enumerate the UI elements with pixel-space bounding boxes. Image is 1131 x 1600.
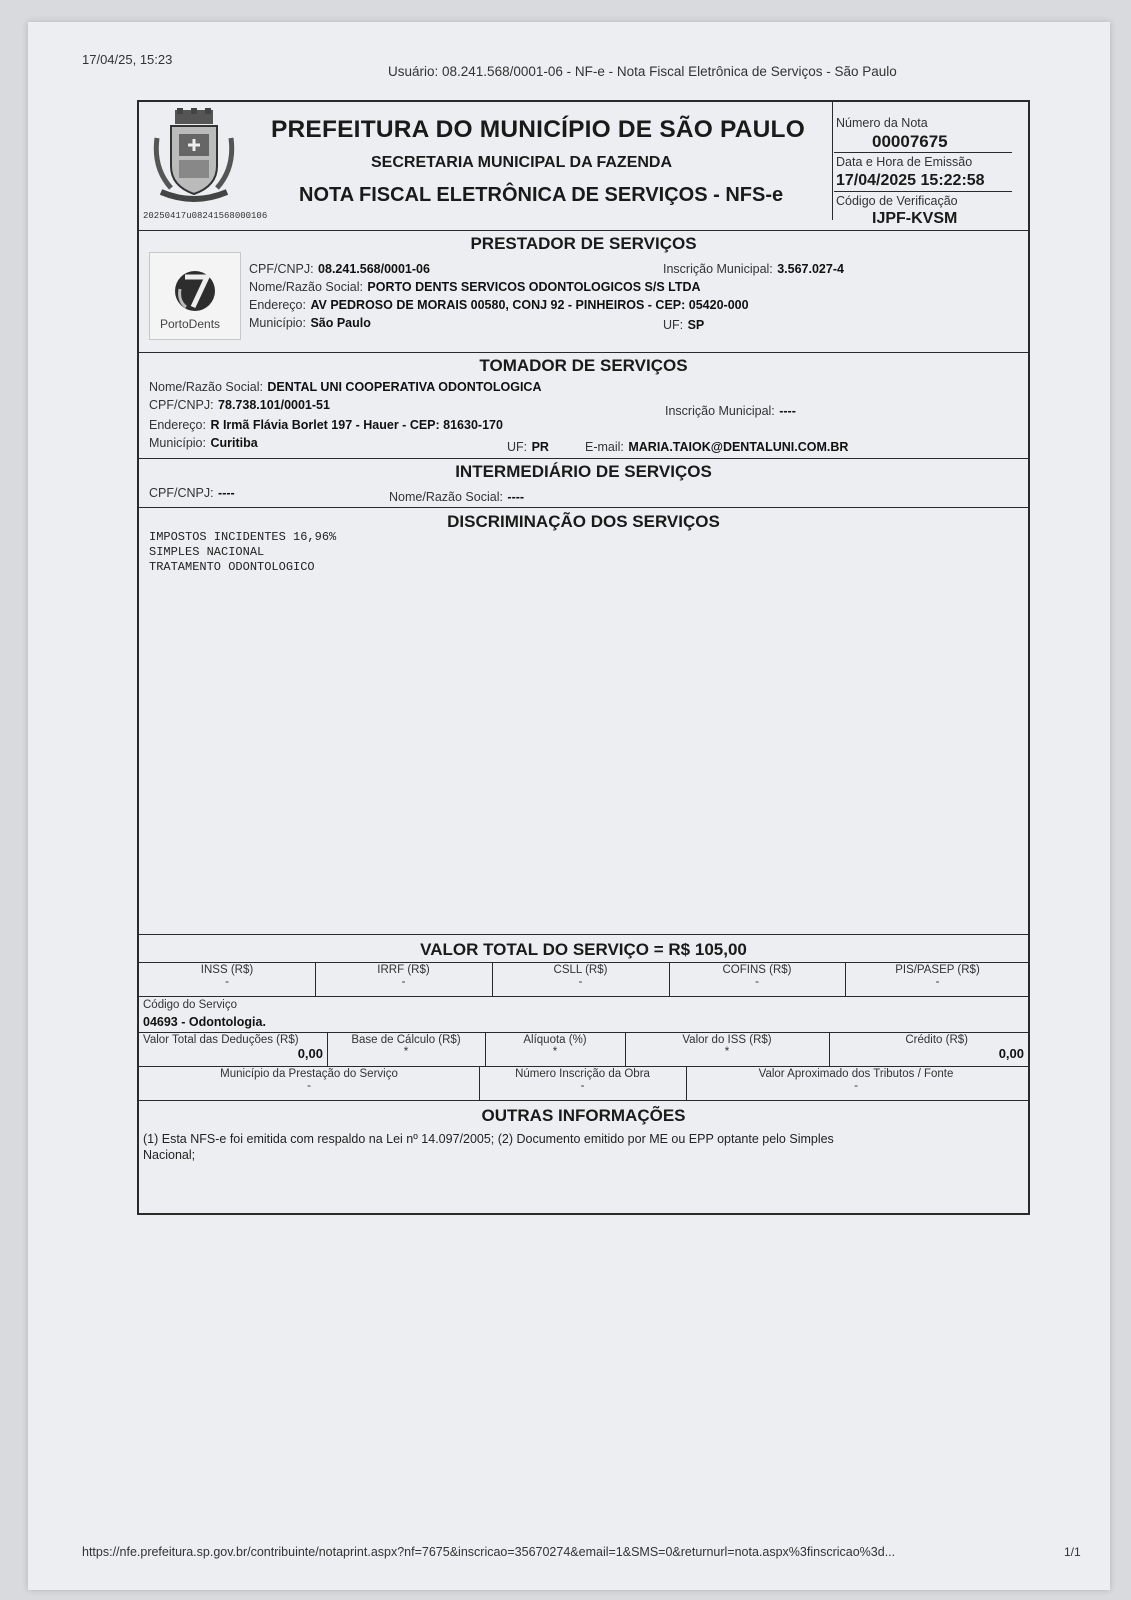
- aliquota-label: Alíquota (%): [523, 1034, 587, 1046]
- prestador-im-label: Inscrição Municipal:: [663, 262, 773, 276]
- nfse-document: [137, 100, 1030, 1215]
- tax-label-cofins: COFINS (R$): [722, 964, 792, 976]
- coat-of-arms-icon: [153, 108, 235, 208]
- print-datetime: 17/04/25, 15:23: [82, 52, 173, 67]
- tax-value-cofins: -: [755, 976, 759, 988]
- tax-label-pis: PIS/PASEP (R$): [895, 964, 980, 976]
- intermediario-cpf: ----: [218, 486, 235, 500]
- prestador-name: PORTO DENTS SERVICOS ODONTOLOGICOS S/S LTDA: [367, 280, 701, 294]
- note-number: 00007675: [872, 132, 948, 151]
- issue-datetime: 17/04/2025 15:22:58: [836, 172, 985, 189]
- tomador-im: ----: [779, 404, 796, 418]
- approx-taxes-value: -: [854, 1080, 858, 1092]
- service-city-label: Município da Prestação do Serviço: [220, 1068, 398, 1080]
- iss-value: *: [724, 1046, 730, 1058]
- tomador-email-label: E-mail:: [585, 440, 624, 454]
- discriminacao-line: TRATAMENTO ODONTOLOGICO: [149, 560, 315, 574]
- total-value: VALOR TOTAL DO SERVIÇO = R$ 105,00: [420, 940, 747, 959]
- intermediario-section-title: INTERMEDIÁRIO DE SERVIÇOS: [455, 462, 712, 481]
- tomador-email: MARIA.TAIOK@DENTALUNI.COM.BR: [628, 440, 849, 454]
- prestador-city-label: Município:: [249, 316, 306, 330]
- print-footer-url: https://nfe.prefeitura.sp.gov.br/contribuinte/notaprint.aspx?nf=7675&inscricao=35670274&email=1&SMS=0&returnurl=nota.aspx%3finscricao%3d...: [82, 1545, 896, 1559]
- verification-code: IJPF-KVSM: [872, 210, 958, 227]
- credit-value: 0,00: [998, 1046, 1024, 1061]
- tomador-name: DENTAL UNI COOPERATIVA ODONTOLOGICA: [267, 380, 542, 394]
- tomador-city-label: Município:: [149, 436, 206, 450]
- verification-code-label: Código de Verificação: [836, 194, 958, 208]
- barcode-text: 20250417u08241568000106: [143, 211, 268, 221]
- service-code: 04693 - Odontologia.: [143, 1015, 266, 1029]
- tomador-address: R Irmã Flávia Borlet 197 - Hauer - CEP: 81630-170: [210, 418, 503, 432]
- obra-number-value: -: [580, 1080, 585, 1092]
- approx-taxes-label: Valor Aproximado dos Tributos / Fonte: [758, 1068, 954, 1080]
- note-number-label: Número da Nota: [836, 116, 928, 130]
- tomador-im-label: Inscrição Municipal:: [665, 404, 775, 418]
- tomador-city: Curitiba: [210, 436, 258, 450]
- prestador-cpf: 08.241.568/0001-06: [318, 262, 430, 276]
- tax-value-csll: -: [578, 976, 583, 988]
- discriminacao-section-title: DISCRIMINAÇÃO DOS SERVIÇOS: [447, 512, 720, 531]
- prestador-address: AV PEDROSO DE MORAIS 00580, CONJ 92 - PINHEIROS - CEP: 05420-000: [310, 298, 749, 312]
- tomador-section-title: TOMADOR DE SERVIÇOS: [479, 356, 688, 375]
- outras-text-line2: Nacional;: [143, 1148, 196, 1162]
- iss-value-label: Valor do ISS (R$): [682, 1034, 772, 1046]
- aliquota-value: *: [552, 1046, 558, 1058]
- tomador-cpf: 78.738.101/0001-51: [218, 398, 330, 412]
- intermediario-cpf-label: CPF/CNPJ:: [149, 486, 214, 500]
- credit-label: Crédito (R$): [905, 1034, 968, 1046]
- outras-text-line1: (1) Esta NFS-e foi emitida com respaldo na Lei nº 14.097/2005; (2) Documento emitido por ME ou EPP optante pelo Simples: [143, 1132, 834, 1146]
- prestador-uf: SP: [687, 318, 705, 332]
- tomador-uf-label: UF:: [507, 440, 528, 454]
- deductions-label: Valor Total das Deduções (R$): [143, 1034, 299, 1046]
- service-city-value: -: [307, 1080, 311, 1092]
- intermediario-name-label: Nome/Razão Social:: [389, 490, 503, 504]
- issue-datetime-label: Data e Hora de Emissão: [836, 155, 973, 169]
- tax-label-csll: CSLL (R$): [553, 964, 608, 976]
- tax-value-pis: -: [935, 976, 940, 988]
- municipality-title: PREFEITURA DO MUNICÍPIO DE SÃO PAULO: [271, 116, 805, 143]
- intermediario-name: ----: [507, 490, 525, 504]
- service-code-label: Código do Serviço: [143, 999, 237, 1011]
- calc-base-value: *: [403, 1046, 409, 1058]
- prestador-logo: [149, 252, 241, 340]
- secretariat-title: SECRETARIA MUNICIPAL DA FAZENDA: [371, 154, 673, 171]
- prestador-name-label: Nome/Razão Social:: [249, 280, 363, 294]
- tax-value-inss: -: [225, 976, 229, 988]
- page-number: 1/1: [1064, 1545, 1081, 1559]
- tomador-address-label: Endereço:: [149, 418, 206, 432]
- calc-base-label: Base de Cálculo (R$): [351, 1034, 461, 1046]
- prestador-logo-text: PortoDents: [160, 317, 221, 331]
- prestador-city: São Paulo: [310, 316, 371, 330]
- prestador-im: 3.567.027-4: [777, 262, 844, 276]
- prestador-section-title: PRESTADOR DE SERVIÇOS: [470, 234, 697, 253]
- discriminacao-line: IMPOSTOS INCIDENTES 16,96%: [149, 530, 337, 544]
- tooth-logo-icon: [150, 259, 240, 321]
- outras-section-title: OUTRAS INFORMAÇÕES: [481, 1106, 686, 1125]
- tomador-uf: PR: [531, 440, 549, 454]
- tax-value-irrf: -: [401, 976, 406, 988]
- obra-number-label: Número Inscrição da Obra: [515, 1068, 650, 1080]
- print-user-line: Usuário: 08.241.568/0001-06 - NF-e - Nota Fiscal Eletrônica de Serviços - São Paulo: [388, 64, 897, 79]
- tomador-cpf-label: CPF/CNPJ:: [149, 398, 214, 412]
- discriminacao-line: SIMPLES NACIONAL: [149, 545, 265, 559]
- tomador-name-label: Nome/Razão Social:: [149, 380, 263, 394]
- document-title: NOTA FISCAL ELETRÔNICA DE SERVIÇOS - NFS-e: [299, 184, 784, 206]
- prestador-uf-label: UF:: [663, 318, 684, 332]
- deductions-value: 0,00: [297, 1046, 323, 1061]
- tax-label-inss: INSS (R$): [200, 964, 254, 976]
- prestador-cpf-label: CPF/CNPJ:: [249, 262, 314, 276]
- prestador-address-label: Endereço:: [249, 298, 306, 312]
- tax-label-irrf: IRRF (R$): [377, 964, 430, 976]
